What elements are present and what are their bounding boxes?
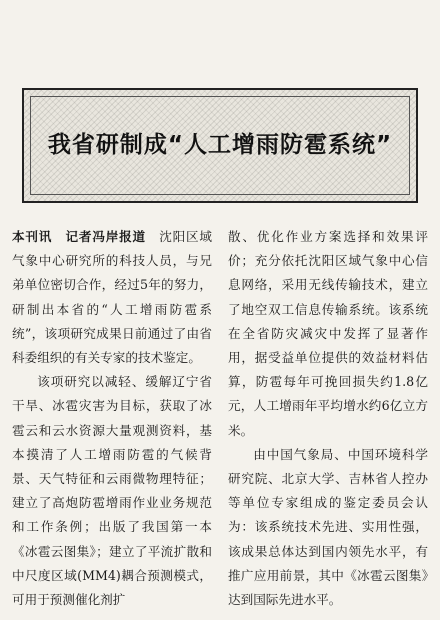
article-headline: 我省研制成“人工增雨防雹系统” (47, 132, 393, 158)
article-paragraph-3: 由中国气象局、中国环境科学研究院、北京大学、吉林省人控办等单位专家组成的鉴定委员会认为：该系统技术先进、实用性强，该成果总体达到国内领先水平，有推广应用前景，其中《冰雹云图集》达到国际先进水平。 (228, 446, 428, 608)
article-paragraph-2-continued: 散、优化作业方案选择和效果评价；充分依托沈阳区域气象中心信息网络，采用无线传输技术，建立了地空双工信息传输系统。该系统在全省防灾减灾中发挥了显著作用，据受益单位提供的效益材料估算，防雹每年可挽回损失约1.8亿元，人工增雨年平均增水约6亿立方米。 (228, 229, 428, 438)
article-paragraph-1 (12, 225, 212, 370)
article-column-right (228, 225, 428, 612)
article-paragraph-2: 该项研究以减轻、缓解辽宁省干旱、冰雹灾害为目标，获取了冰雹云和云水资源大量观测资料，基本摸清了人工增雨防雹的气候背景、天气特征和云雨微物理特征；建立了高炮防雹增雨作业业务规范和工作条例；出版了我国第一本《冰雹云图集》；建立了平流扩散和中尺度区域(MM4)耦合预测模式，可用于预测催化剂扩 (12, 374, 212, 608)
headline-banner (22, 88, 418, 203)
article-byline: 本刊讯 记者冯岸报道 (12, 229, 146, 244)
article-column-left (12, 225, 212, 612)
article-paragraph-1-text: 沈阳区域气象中心研究所的科技人员，与兄弟单位密切合作，经过5年的努力，研制出本省的“人工增雨防雹系统”，该项研究成果日前通过了由省科委组织的有关专家的技术鉴定。 (12, 229, 213, 366)
